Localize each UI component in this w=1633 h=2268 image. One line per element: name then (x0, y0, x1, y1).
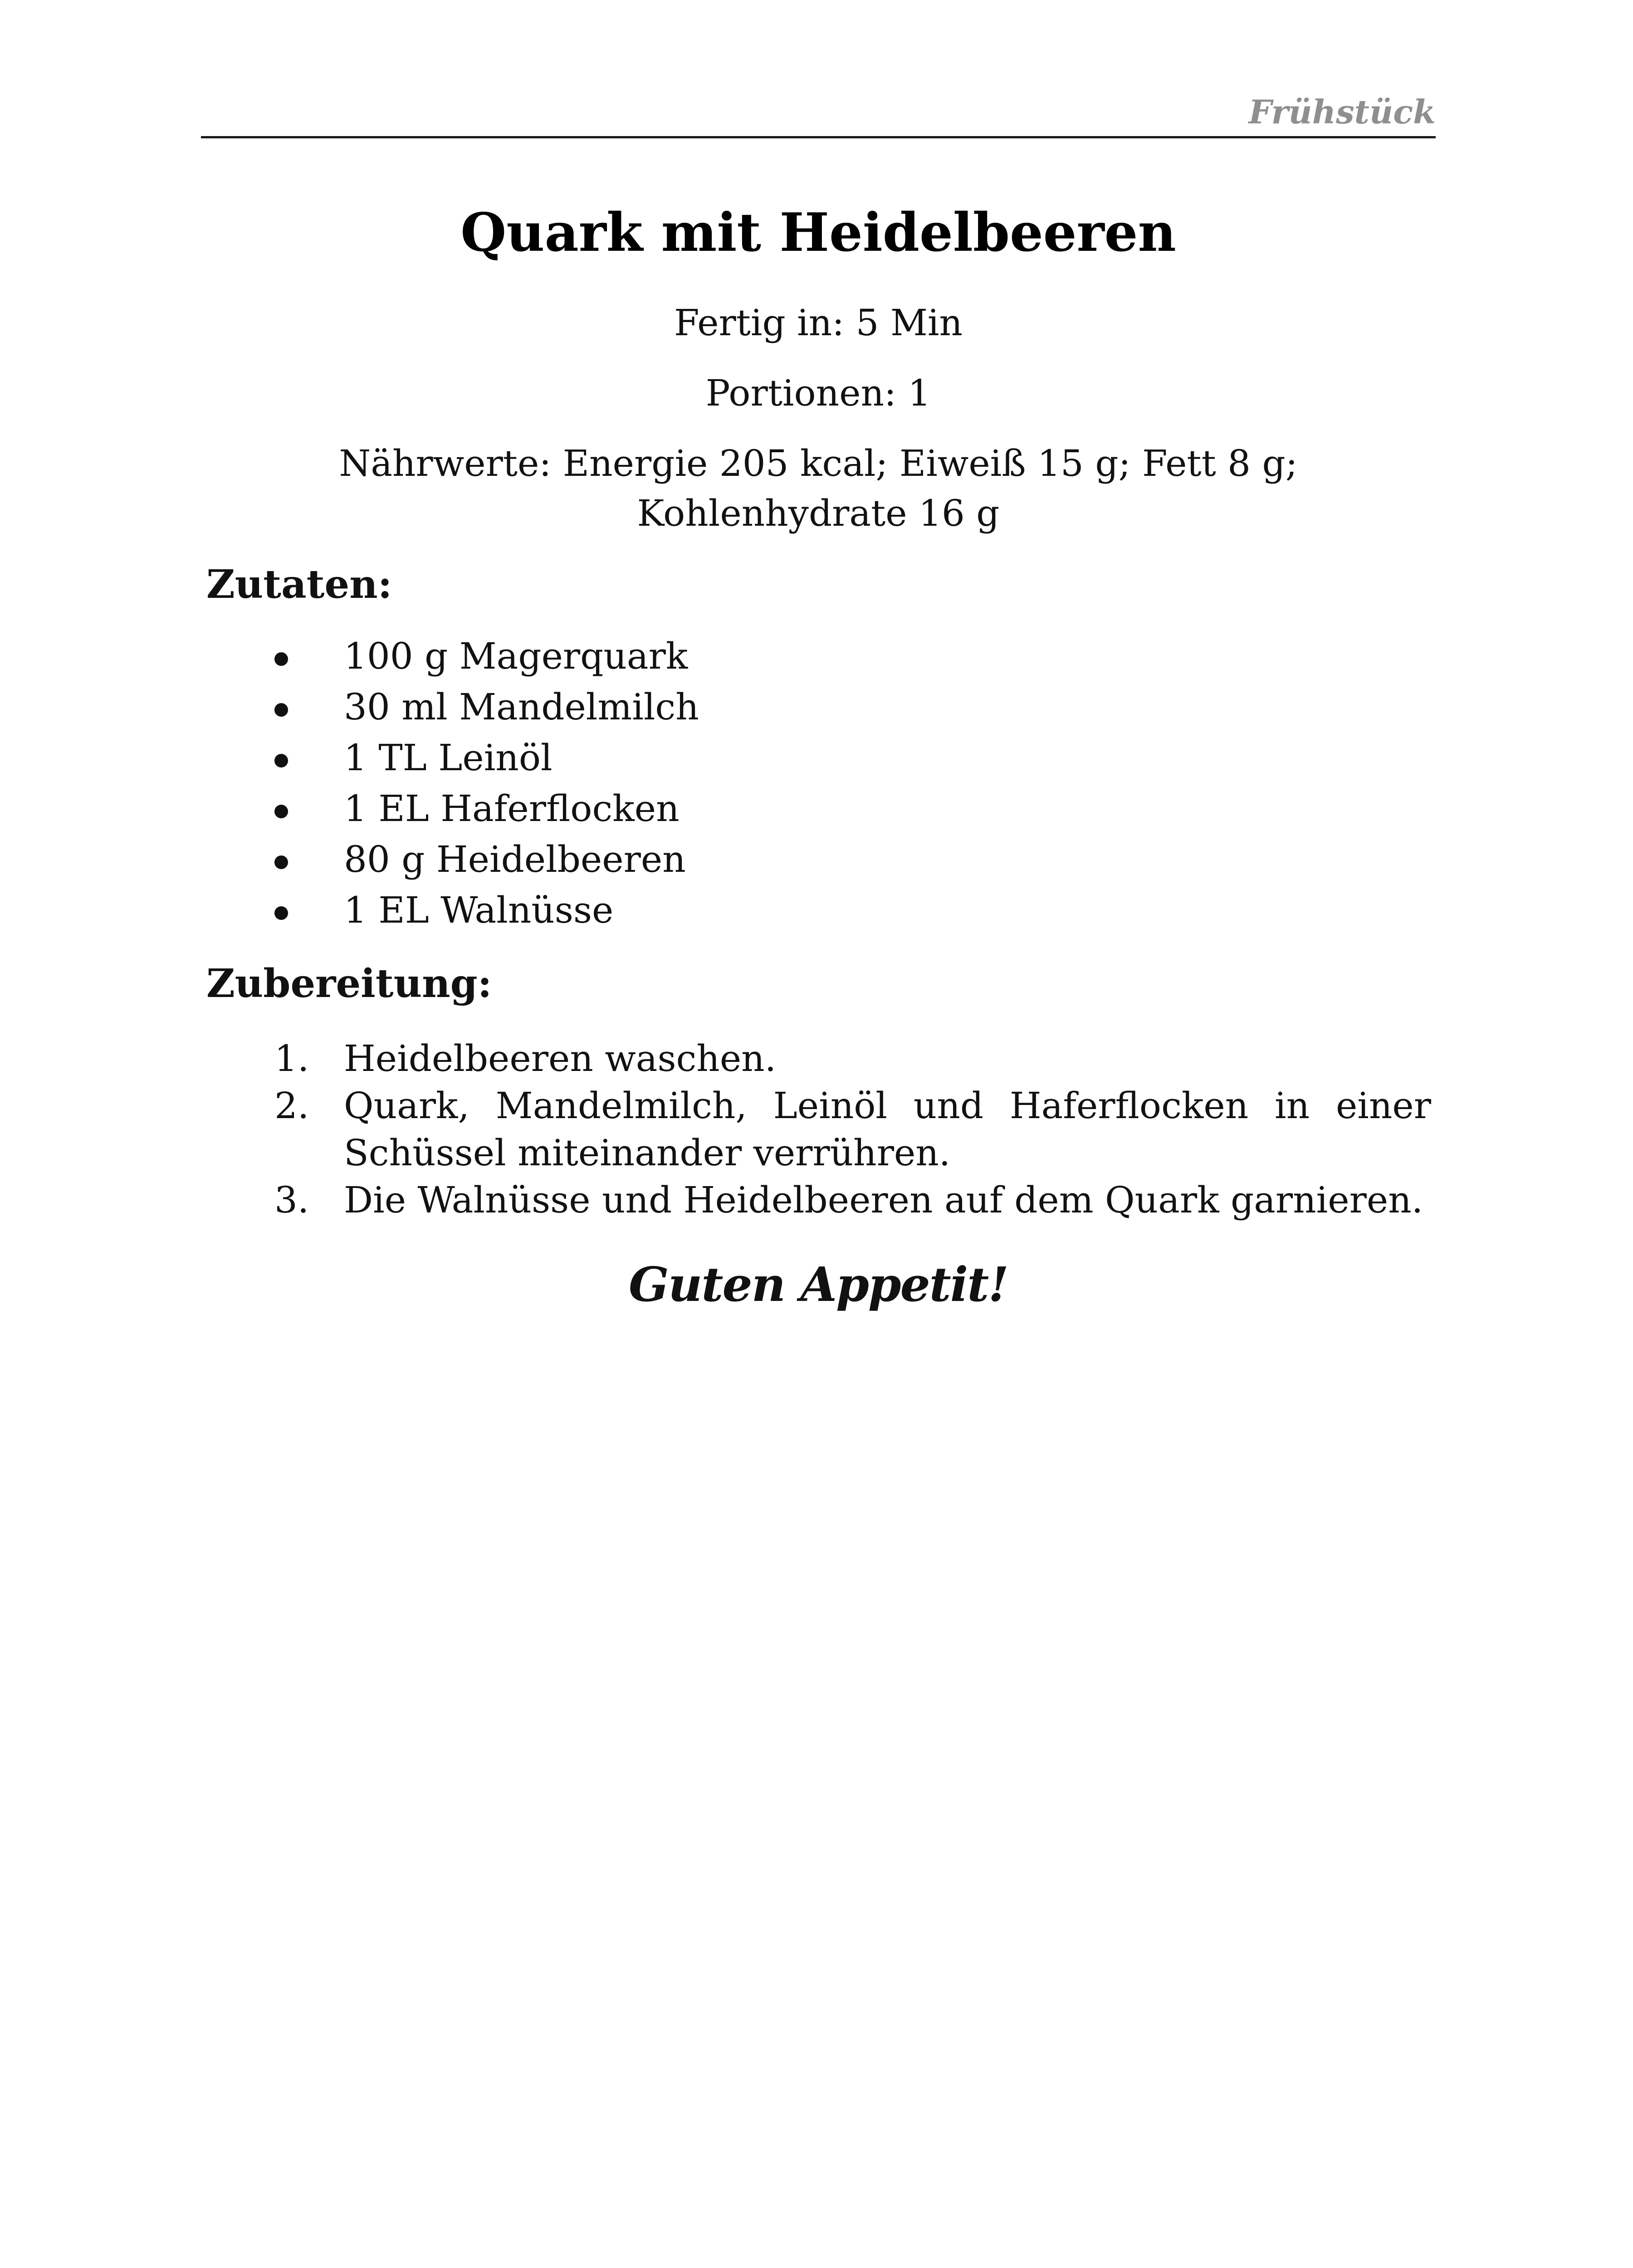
bullet-icon (274, 906, 288, 920)
ingredient-text: 1 EL Haferflocken (344, 787, 680, 830)
ingredient-text: 1 EL Walnüsse (344, 889, 614, 931)
header-rule (201, 136, 1436, 138)
nutrition-line-1: Nährwerte: Energie 205 kcal; Eiweiß 15 g; Fett 8 g; (339, 442, 1298, 484)
ingredients-heading: Zutaten: (206, 562, 392, 607)
closing-greeting: Guten Appetit! (629, 1256, 1008, 1312)
bullet-icon (274, 703, 288, 717)
bullet-icon (274, 855, 288, 869)
step-item (206, 1177, 1431, 1224)
preparation-heading: Zubereitung: (206, 961, 492, 1007)
step-text: Die Walnüsse und Heidelbeeren auf dem Quark garnieren. (344, 1179, 1423, 1221)
step-item (206, 1082, 1431, 1177)
step-text: Quark, Mandelmilch, Leinöl und Haferflocken in einer Schüssel miteinander verrühren. (344, 1085, 1431, 1174)
ingredient-text: 1 TL Leinöl (344, 737, 552, 779)
portions: Portionen: 1 (705, 372, 931, 414)
ingredient-text: 30 ml Mandelmilch (344, 686, 699, 728)
step-number: 3. (274, 1179, 309, 1221)
bullet-icon (274, 754, 288, 767)
step-item (206, 1035, 1431, 1082)
bullet-icon (274, 805, 288, 818)
recipe-title: Quark mit Heidelbeeren (460, 202, 1176, 264)
nutrition-line-2: Kohlenhydrate 16 g (637, 492, 1000, 534)
section-header: Frühstück (1248, 93, 1436, 131)
bullet-icon (274, 652, 288, 666)
prep-time: Fertig in: 5 Min (674, 302, 963, 344)
step-number: 2. (274, 1085, 309, 1127)
step-number: 1. (274, 1037, 309, 1080)
ingredient-text: 80 g Heidelbeeren (344, 838, 686, 880)
preparation-steps (206, 1035, 1431, 1224)
step-text: Heidelbeeren waschen. (344, 1037, 777, 1080)
ingredient-text: 100 g Magerquark (344, 635, 688, 677)
